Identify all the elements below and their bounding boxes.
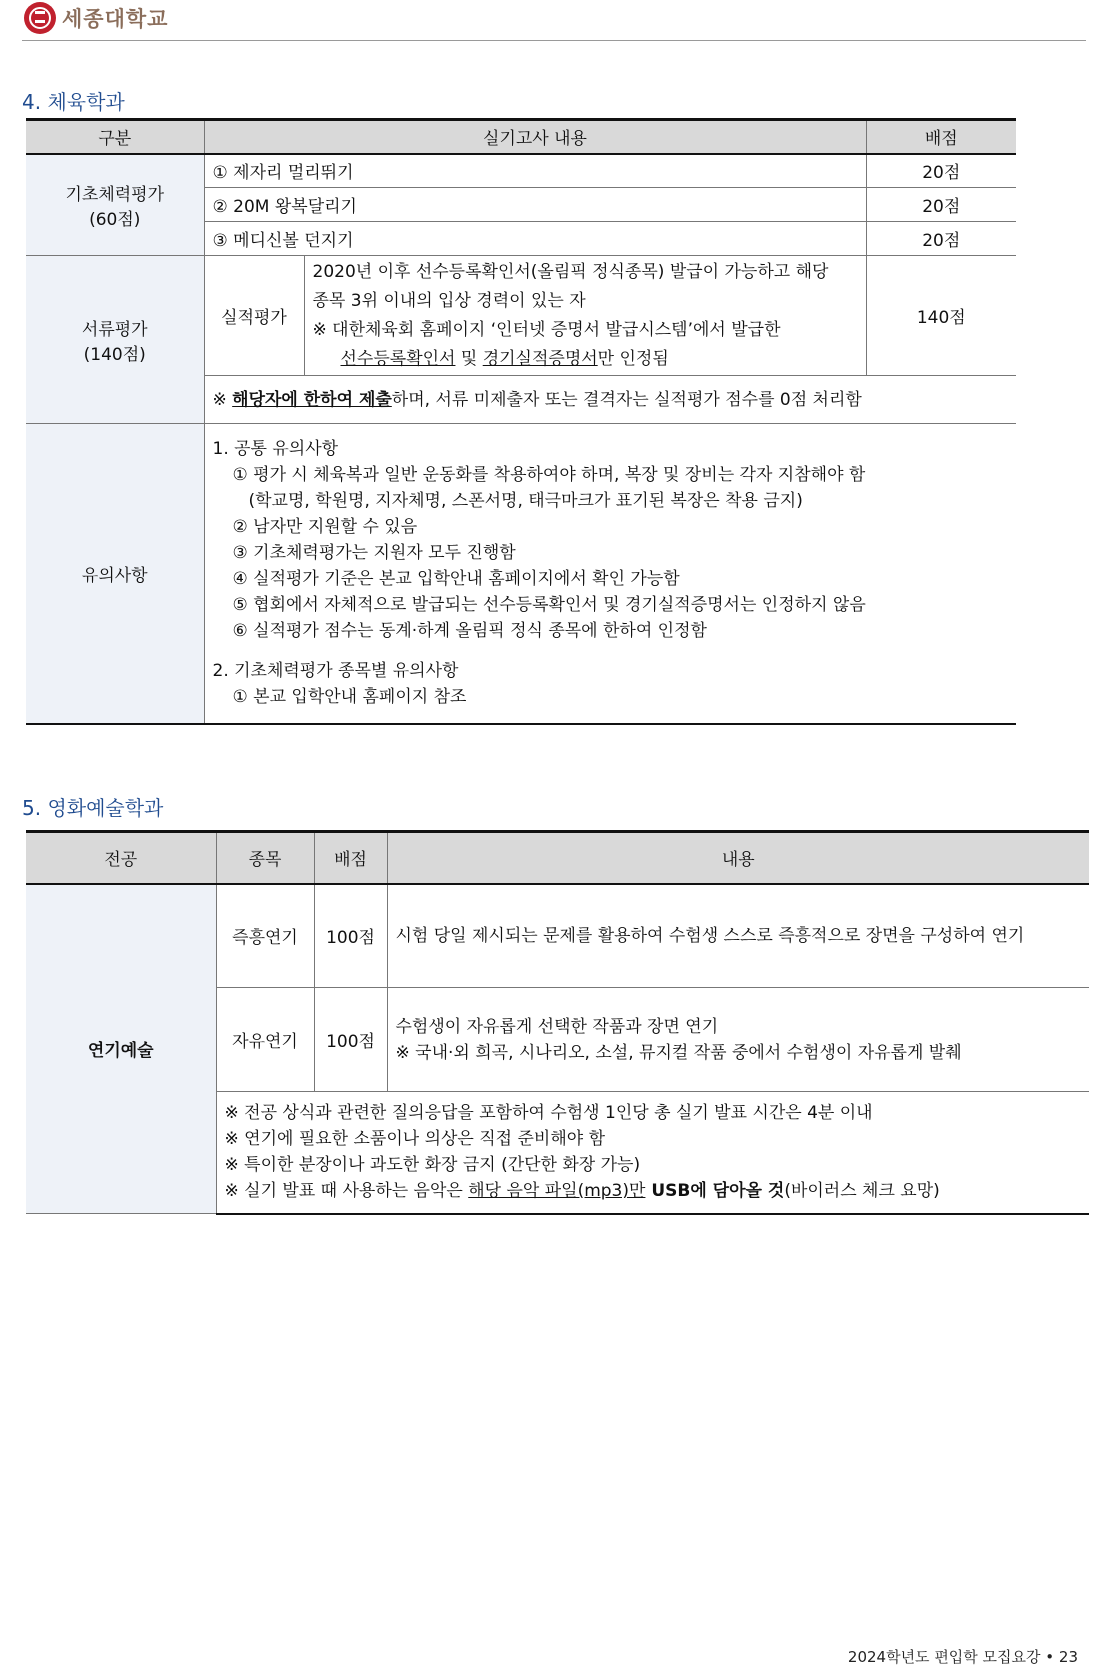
performance-eval-content [304,256,866,376]
basic-item-2-score: 20점 [866,188,1016,222]
note-mark: ※ [212,389,233,410]
document-submit-note [204,376,1016,424]
document-eval-points: (140점) [83,344,146,365]
performance-line-1: 2020년 이후 선수등록확인서(올림픽 정식종목) 발급이 가능하고 해당 [312,261,829,282]
film-note-1: ※ 전공 상식과 관련한 질의응답을 포함하여 수험생 1인당 총 실기 발표 시간은 4분 이내 [224,1103,873,1124]
performance-line-4-mid: 및 [455,348,483,369]
note-emphasis: 해당자에 한하여 제출 [232,389,392,410]
cert-player-registration: 선수등록확인서 [340,348,456,369]
free-acting-item: 자유연기 [216,988,314,1092]
cert-competition-record: 경기실적증명서 [482,348,598,369]
header-category: 구분 [26,120,204,154]
film-note-4-file: 해당 음악 파일(mp3)만 [468,1181,646,1202]
notes-line-8: ⑥ 실적평가 점수는 동계·하계 올림픽 정식 종목에 한하여 인정함 [232,621,707,642]
free-acting-score: 100점 [314,988,387,1092]
header-content: 실기고사 내용 [204,120,866,154]
performance-line-3: ※ 대한체육회 홈페이지 ‘인터넷 증명서 발급시스템’에서 발급한 [312,319,781,340]
header-item: 종목 [216,832,314,884]
notes-line-6: ④ 실적평가 기준은 본교 입학안내 홈페이지에서 확인 가능함 [232,569,680,590]
notes-label: 유의사항 [26,424,204,724]
film-exam-table [26,830,1089,1215]
pe-exam-table [26,118,1016,725]
free-acting-content [387,988,1089,1092]
basic-item-1-score: 20점 [866,154,1016,188]
document-eval-title: 서류평가 [81,319,148,340]
free-acting-line-1: 수험생이 자유롭게 선택한 작품과 장면 연기 [395,1016,719,1037]
improv-acting-score: 100점 [314,884,387,988]
notes-line-1: 1. 공통 유의사항 [212,439,339,460]
film-note-4 [225,1178,1082,1204]
major-acting-label [26,884,216,1214]
notes-line-4: ② 남자만 지원할 수 있음 [232,517,418,538]
note-rest: 하며, 서류 미제출자 또는 결격자는 실적평가 점수를 0점 처리함 [391,389,862,410]
performance-line-4-end: 만 인정됨 [597,348,669,369]
improv-acting-item: 즉흥연기 [216,884,314,988]
performance-line-4 [313,345,858,374]
film-notes-content [216,1092,1089,1214]
basic-fitness-label [26,154,204,256]
performance-eval-label: 실적평가 [204,256,304,376]
header-major: 전공 [26,832,216,884]
basic-item-1: ① 제자리 멀리뛰기 [204,154,866,188]
free-acting-line-2: ※ 국내·외 희곡, 시나리오, 소설, 뮤지컬 작품 중에서 수험생이 자유롭게 발췌 [395,1042,962,1063]
university-name: 세종대학교 [62,7,169,31]
film-note-3: ※ 특이한 분장이나 과도한 화장 금지 (간단한 화장 가능) [224,1155,641,1176]
notes-line-7: ⑤ 협회에서 자체적으로 발급되는 선수등록확인서 및 경기실적증명서는 인정하지 않음 [232,595,866,616]
notes-line-3: (학교명, 학원명, 지자체명, 스폰서명, 태극마크가 표기된 복장은 착용 금지) [248,491,803,512]
basic-fitness-title: 기초체력평가 [65,184,165,205]
notes-line-10: ① 본교 입학안내 홈페이지 참조 [232,687,467,708]
film-note-2: ※ 연기에 필요한 소품이나 의상은 직접 준비해야 함 [224,1129,606,1150]
section-5-title: 5. 영화예술학과 [22,796,164,820]
improv-acting-content: 시험 당일 제시되는 문제를 활용하여 수험생 스스로 즉흥적으로 장면을 구성하여 연기 [387,884,1089,988]
header-description: 내용 [387,832,1089,884]
page-footer: 2024학년도 편입학 모집요강 • 23 [847,1648,1078,1666]
performance-line-2: 종목 3위 이내의 입상 경력이 있는 자 [312,290,586,311]
section-4-title: 4. 체육학과 [22,90,125,114]
notes-line-9: 2. 기초체력평가 종목별 유의사항 [212,661,459,682]
film-note-4-prefix: ※ 실기 발표 때 사용하는 음악은 [224,1181,469,1202]
basic-item-3-score: 20점 [866,222,1016,256]
header-points: 배점 [314,832,387,884]
basic-item-3: ③ 메디신볼 던지기 [204,222,866,256]
basic-fitness-points: (60점) [89,209,141,230]
notes-content [204,424,1016,724]
university-logo [24,2,168,34]
document-eval-label [26,256,204,424]
header-score: 배점 [866,120,1016,154]
basic-item-2: ② 20M 왕복달리기 [204,188,866,222]
university-seal-icon [24,2,56,34]
major-acting-text: 연기예술 [87,1041,154,1062]
header-divider [22,40,1086,41]
notes-line-2: ① 평가 시 체육복과 일반 운동화를 착용하여야 하며, 복장 및 장비는 각자 지참해야 함 [232,465,866,486]
notes-line-5: ③ 기초체력평가는 지원자 모두 진행함 [232,543,516,564]
film-note-4-usb: USB에 담아올 것 [645,1181,785,1202]
notes-gap [213,644,1009,658]
performance-eval-score: 140점 [866,256,1016,376]
film-note-4-suffix: (바이러스 체크 요망) [784,1181,940,1202]
